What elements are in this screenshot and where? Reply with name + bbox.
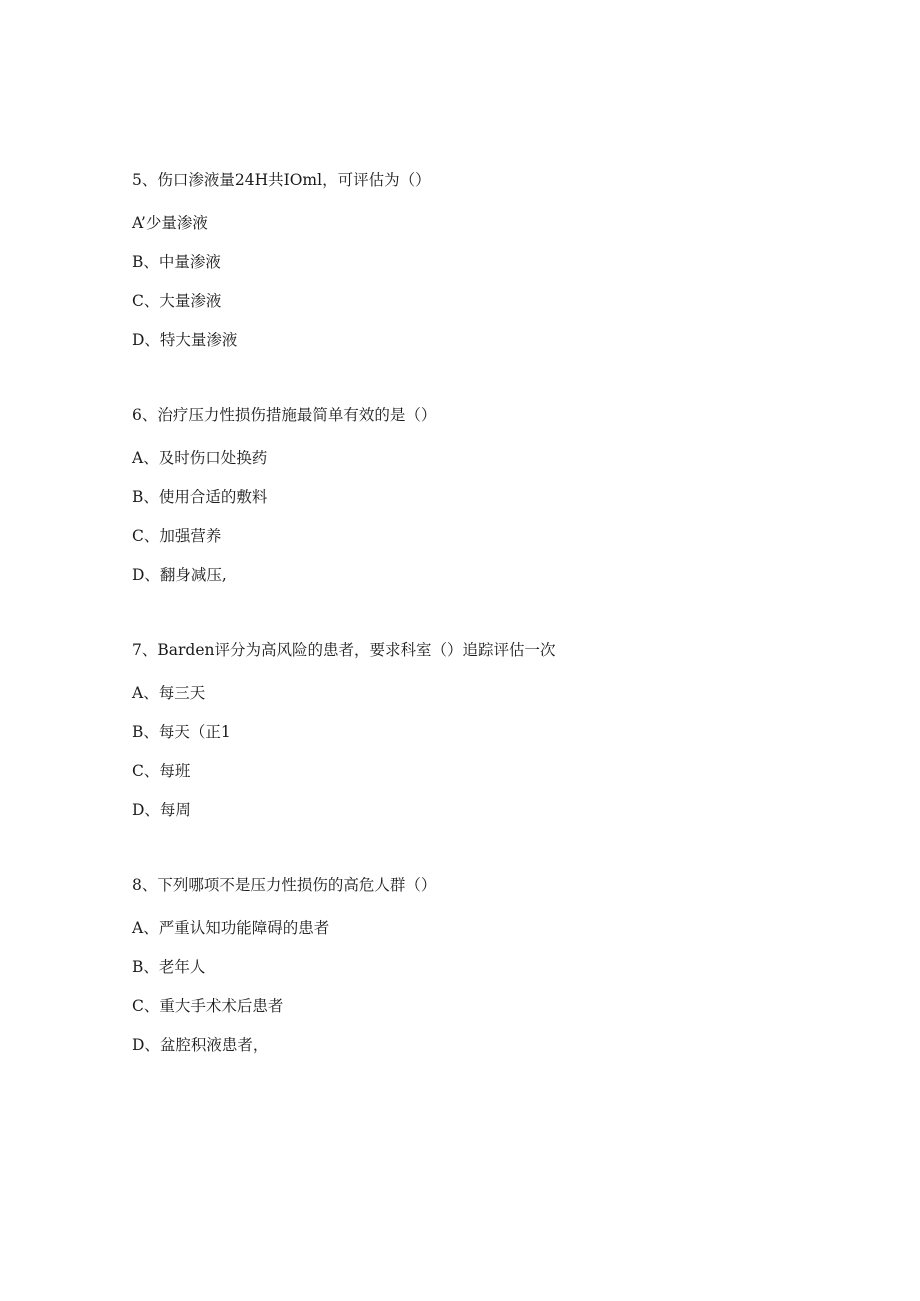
question-8 [132, 875, 832, 1074]
option-d: D、特大量渗液 [132, 331, 238, 349]
question-stem: 5、伤口渗液量24H共IOml，可评估为（） [132, 171, 431, 189]
question-5 [132, 170, 832, 369]
option-b: B、使用合适的敷料 [132, 488, 268, 506]
option-b: B、中量渗液 [132, 253, 221, 271]
option-a: A、及时伤口处换药 [132, 449, 268, 467]
question-stem: 6、治疗压力性损伤措施最简单有效的是（） [132, 406, 437, 424]
option-b: B、老年人 [132, 958, 206, 976]
option-b: B、每天（正1 [132, 723, 231, 741]
question-stem: 7、Barden评分为高风险的患者，要求科室（）追踪评估一次 [132, 641, 556, 659]
option-a: A、每三天 [132, 684, 206, 702]
option-a: A、严重认知功能障碍的患者 [132, 919, 330, 937]
option-c: C、大量渗液 [132, 292, 222, 310]
option-a: A’少量渗液 [132, 214, 208, 232]
option-c: C、加强营养 [132, 527, 222, 545]
question-stem: 8、下列哪项不是压力性损伤的高危人群（） [132, 876, 437, 894]
option-d: D、盆腔积液患者， [132, 1036, 269, 1054]
option-c: C、重大手术术后患者 [132, 997, 284, 1015]
option-d: D、每周 [132, 801, 191, 819]
option-d: D、翻身减压, [132, 566, 227, 584]
question-7 [132, 640, 832, 839]
option-c: C、每班 [132, 762, 191, 780]
question-6 [132, 405, 832, 604]
